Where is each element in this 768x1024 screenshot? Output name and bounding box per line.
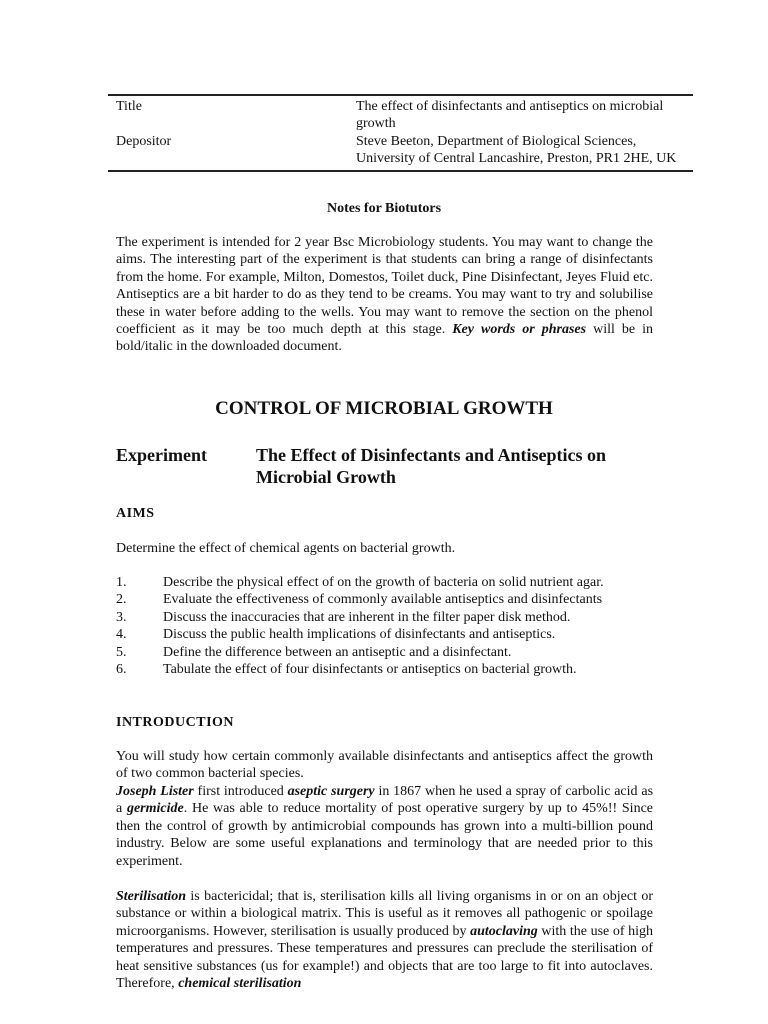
experiment-title: The Effect of Disinfectants and Antiseptics on Microbial Growth [256, 445, 606, 487]
notes-text-2: will be in bold/italic in the downloaded document. [116, 322, 653, 355]
aims-list [116, 574, 676, 678]
notes-paragraph [116, 234, 653, 356]
list-item: 5. Define the difference between an antiseptic and a disinfectant. [116, 644, 512, 660]
experiment-heading [116, 444, 676, 488]
term-aseptic-surgery: aseptic surgery [287, 784, 375, 799]
main-title: CONTROL OF MICROBIAL GROWTH [215, 398, 553, 419]
notes-emphasis: Key words or phrases [452, 322, 587, 338]
lister-name: Joseph Lister [116, 784, 194, 799]
title-label: Title [116, 99, 142, 114]
title-value: The effect of disinfectants and antiseptics on microbial growth [356, 99, 664, 132]
list-item: 2. Evaluate the effectiveness of commonly available antiseptics and disinfectants [116, 592, 603, 608]
term-germicide: germicide [126, 801, 184, 817]
list-item: 1. Describe the physical effect of on the growth of bacteria on solid nutrient agar. [116, 575, 604, 590]
intro-paragraph-1: You will study how certain commonly available disinfectants and antiseptics affect the growth of two common bacterial species. [116, 749, 653, 782]
experiment-label: Experiment [116, 445, 207, 465]
list-item: 3. Discuss the inaccuracies that are inherent in the filter paper disk method. [116, 609, 571, 625]
term-sterilisation: Sterilisation [116, 889, 187, 904]
metadata-row-depositor [108, 133, 693, 168]
notes-text-1: The experiment is intended for 2 year Bsc Microbiology students. You may want to change the aims. The interesting part of the experiment is that students can bring a range of disinfectants from the home. For example, Milton, Domestos, Toilet duck, Pine Disinfectant, Jeyes Fluid etc. Antiseptics are a bit harder to do as they tend to be creams. You may want to try and solubilise these in water before adding to the wells. You may want to remove the section on the phenol coefficient as it may be too much depth at this stage. [116, 235, 653, 338]
list-item: 4. Discuss the public health implications of disinfectants and antiseptics. [116, 627, 556, 643]
introduction-heading: INTRODUCTION [116, 715, 235, 730]
aims-intro: Determine the effect of chemical agents on bacterial growth. [116, 541, 456, 556]
intro-paragraph-2: Joseph Lister first introduced aseptic surgery in 1867 when he used a spray of carbolic acid as a germicide. He was able to reduce mortality of post operative surgery by up to 45%!! Since then the control of growth by antimicrobial compounds has grown into a multi-billion pound industry. Below are some useful explanations and terminology that are needed prior to this experiment. [116, 784, 654, 869]
intro-paragraph-3: Sterilisation is bactericidal; that is, sterilisation kills all living organisms in or on an object or substance or within a biological matrix. This is useful as it removes all pathogenic or spoilage microorganisms. However, sterilisation is usually produced by autoclaving with the use of high temperatures and pressures. These temperatures and pressures can preclude the sterilisation of heat sensitive substances (us for example!) and objects that are too large to fit into autoclaves. Therefore, chemical sterilisation [116, 889, 653, 992]
term-autoclaving: autoclaving [470, 923, 538, 939]
term-chemical-sterilisation: chemical sterilisation [178, 976, 302, 992]
depositor-label: Depositor [116, 133, 172, 149]
metadata-table [108, 94, 693, 172]
list-item: 6. Tabulate the effect of four disinfectants or antiseptics on bacterial growth. [116, 662, 577, 678]
aims-heading: AIMS [116, 506, 155, 521]
notes-heading: Notes for Biotutors [326, 201, 442, 216]
metadata-row-title [108, 98, 693, 133]
depositor-value: Steve Beeton, Department of Biological Sciences, University of Central Lancashire, Preston, PR1 2HE, UK [356, 133, 677, 167]
